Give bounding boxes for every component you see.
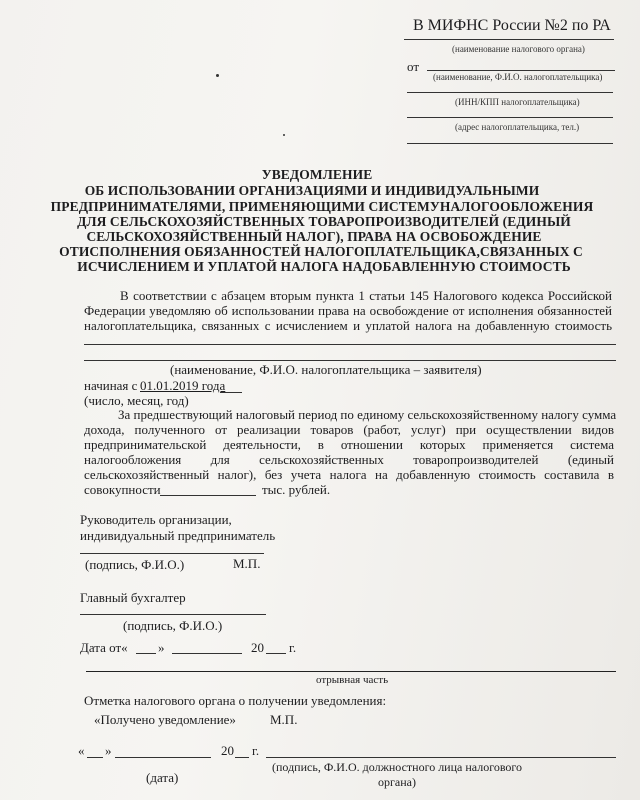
receipt-month-line — [115, 757, 211, 758]
head-label-1: Руководитель организации, — [80, 512, 232, 527]
speck — [283, 134, 285, 136]
address-line — [407, 143, 613, 144]
date-year-line — [266, 653, 286, 654]
applicant-caption: (наименование, Ф.И.О. налогоплательщика – заявителя) — [170, 362, 482, 377]
receipt-date-caption: (дата) — [146, 770, 179, 785]
revenue-line-2: дохода, полученного от реализации товаров (работ, услуг) при осуществлении видов — [84, 422, 614, 437]
inn-line — [407, 117, 613, 118]
name-caption: (наименование, Ф.И.О. налогоплательщика) — [433, 72, 603, 82]
head-sign-caption: (подпись, Ф.И.О.) — [85, 557, 185, 572]
name-line-2 — [407, 92, 613, 93]
applicant-line-2 — [84, 360, 616, 361]
revenue-line-6-end: тыс. рублей. — [262, 482, 331, 497]
recipient: В МИФНС России №2 по РА — [413, 17, 611, 34]
receipt-year-suffix: г. — [252, 743, 260, 758]
receipt-stamp: М.П. — [270, 712, 298, 727]
revenue-line-6-start: совокупности — [84, 482, 161, 497]
start-date: 01.01.2019 года — [140, 378, 226, 393]
name-line — [427, 70, 615, 71]
receipt-year-prefix: 20 — [221, 743, 234, 758]
accountant-label: Главный бухгалтер — [80, 590, 186, 605]
intro-line-3: налогоплательщика, связанных с исчислением и уплатой налога на добавленную стоимость — [84, 318, 612, 333]
from-label: от — [407, 59, 420, 74]
title-line: ОТИСПОЛНЕНИЯ ОБЯЗАННОСТЕЙ НАЛОГОПЛАТЕЛЬЩИКА,СВЯЗАННЫХ С — [59, 244, 583, 259]
title-line: СЕЛЬСКОХОЗЯЙСТВЕННЫЙ НАЛОГ), ПРАВА НА ОСВОБОЖДЕНИЕ — [86, 229, 542, 244]
receipt-day-line — [87, 757, 103, 758]
receipt-official-caption-1: (подпись, Ф.И.О. должностного лица налогового — [272, 760, 523, 774]
date-year-suffix: г. — [289, 640, 297, 655]
revenue-line-1: За предшествующий налоговый период по единому сельскохозяйственному налогу сумма — [118, 407, 617, 422]
title-line: ДЛЯ СЕЛЬСКОХОЗЯЙСТВЕННЫХ ТОВАРОПРОИЗВОДИТЕЛЕЙ (ЕДИНЫЙ — [77, 214, 571, 229]
intro-line-1: В соответствии с абзацем вторым пункта 1 статьи 145 Налогового кодекса Российской — [120, 288, 612, 303]
tear-off-label: отрывная часть — [316, 674, 389, 686]
date-day-line — [136, 653, 156, 654]
title-line: ПРЕДПРИНИМАТЕЛЯМИ, ПРИМЕНЯЮЩИМИ СИСТЕМУНАЛОГООБЛОЖЕНИЯ — [50, 199, 594, 214]
date-year-prefix: 20 — [251, 640, 264, 655]
received-label: «Получено уведомление» — [94, 712, 236, 727]
tear-off-line — [86, 671, 616, 672]
head-stamp: М.П. — [233, 556, 261, 571]
receipt-quote-close: » — [105, 743, 112, 758]
title-line: УВЕДОМЛЕНИЕ — [261, 167, 373, 182]
title-line: ИСЧИСЛЕНИЕМ И УПЛАТОЙ НАЛОГА НАДОБАВЛЕННУЮ СТОИМОСТЬ — [77, 259, 571, 274]
speck — [216, 74, 219, 77]
start-label: начиная с — [84, 378, 138, 393]
date-caption: (число, месяц, год) — [84, 393, 189, 408]
revenue-amount-line — [160, 495, 256, 496]
date-month-line — [172, 653, 242, 654]
receipt-label: Отметка налогового органа о получении уведомления: — [84, 693, 387, 708]
recipient-caption: (наименование налогового органа) — [452, 44, 585, 54]
start-date-line — [220, 392, 242, 393]
receipt-quote-open: « — [78, 743, 85, 758]
recipient-line — [404, 39, 614, 40]
revenue-line-5: сельскохозяйственный налог), без учета налога на добавленную стоимость составила в — [84, 467, 614, 482]
date-quote: » — [158, 640, 165, 655]
intro-line-2: Федерации уведомляю об использовании права на освобождение от исполнения обязанностей — [84, 303, 612, 318]
receipt-year-line — [235, 757, 249, 758]
title-line: ОБ ИСПОЛЬЗОВАНИИ ОРГАНИЗАЦИЯМИ И ИНДИВИДУАЛЬНЫМИ — [84, 183, 540, 198]
applicant-line-1 — [84, 344, 616, 345]
head-sign-line — [80, 553, 264, 554]
accountant-sign-line — [80, 614, 266, 615]
date-label: Дата от« — [80, 640, 128, 655]
revenue-line-4: налогообложения для сельскохозяйственных товаропроизводителей (единый — [84, 452, 614, 467]
head-label-2: индивидуальный предприниматель — [80, 528, 276, 543]
receipt-official-caption-2: органа) — [378, 775, 416, 789]
receipt-official-line — [266, 757, 616, 758]
inn-caption: (ИНН/КПП налогоплательщика) — [455, 97, 580, 107]
accountant-caption: (подпись, Ф.И.О.) — [123, 618, 223, 633]
address-caption: (адрес налогоплательщика, тел.) — [455, 122, 580, 132]
revenue-line-3: предпринимательской деятельности, в отношении которых применяется система — [84, 437, 614, 452]
